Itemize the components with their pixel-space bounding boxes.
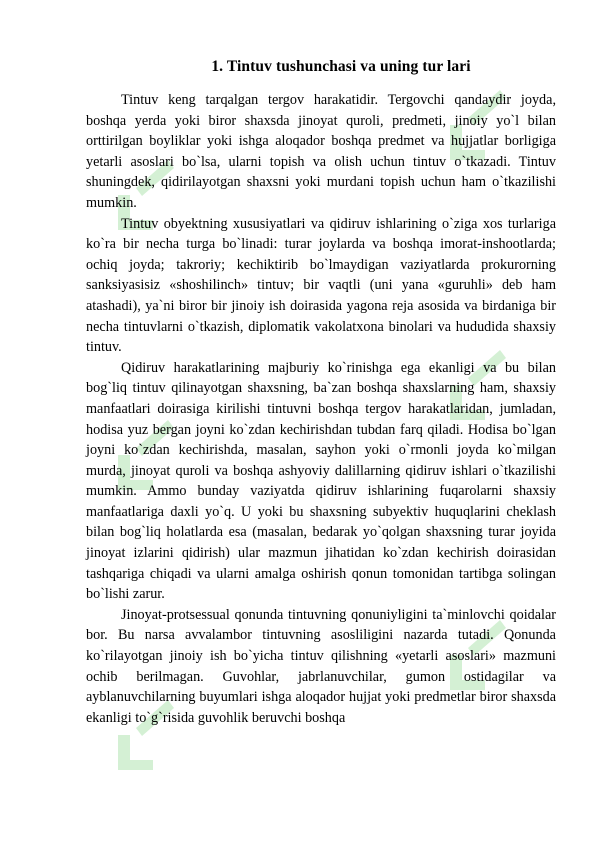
paragraph: Jinoyat-protsessual qonunda tintuvning qonuniyligini ta`minlovchi qoidalar bor. Bu narsa avvalambor tintuvning asosliligini nazarda tutadi. Qonunda ko`rilayotgan jinoiy ish bo`yicha tintuv qilishning «yetarli asoslari» mazmuni ochib berilmagan. Guvohlar, jabrlanuvchilar, gumon ostidagilar va ayblanuvchilarning buyumlari ishga aloqador hujjat yoki predmetlar biror shaxsda ekanligi to`g`risida guvohlik beruvchi boshqa <box>86 606 556 726</box>
paragraph: Tintuv obyektning xususiyatlari va qidiruv ishlarining o`ziga xos turlariga ko`ra bir necha turga bo`linadi: turar joylarda va boshqa imorat-inshootlarda; ochiq joyda; takroriy; kechiktirib bo`lmaydigan vaziyatlarda prokurorning sanksiyasisiz «shoshilinch» tintuv; bir vaqtli (uni yana «guruhli» deb ham atashadi), ya`ni biror bir jinoiy ish doirasida yagona reja asosida va birdaniga bir necha tintuvlarni o`tkazish, diplomatik vakolatxona binolari va hududida shaxsiy tintuv. <box>86 215 556 356</box>
section-heading: 1. Tintuv tushunchasi va uning tur lari <box>211 58 471 75</box>
document-body <box>86 58 556 728</box>
paragraph: Tintuv keng tarqalgan tergov harakatidir. Tergovchi qandaydir joyda, boshqa yerda yoki biror shaxsda jinoyat quroli, predmeti, jinoiy yo`l bilan orttirilgan boyliklar yoki ishga aloqador boshqa predmet va hujjatlar borligiga yetarli asoslari bo`lsa, ularni topish va olish uchun tintuv o`tkazadi. Tintuv shuningdek, qidirilayotgan shaxsni yoki murdani topish uchun ham o`tkazilishi mumkin. <box>86 92 556 211</box>
paragraph: Qidiruv harakatlarining majburiy ko`rinishga ega ekanligi va bu bilan bog`liq tintuv qilinayotgan shaxsning, ba`zan boshqa shaxslarning ham, shaxsiy manfaatlari doirasiga kirilishi tintuvni boshqa tergov harakatlaridan, jumladan, hodisa yuz bergan joyni ko`zdan kechirishdan tubdan farq qiladi. Hodisa bo`lgan joyni ko`zdan kechirishda, masalan, sayhon yoki o`rmonli joyda ko`milgan murda, jinoyat quroli va boshqa ashyoviy dalillarning qidiruv ishlari o`tkazilishi mumkin. Ammo bunday vaziyatda qidiruv ishlarining fuqarolarni shaxsiy manfaatlariga daxli yo`q. U yoki bu shaxsning subyektiv huquqlarini cheklash bilan bog`liq holatlarda esa (masalan, bedarak yo`qolgan shaxsning turar joyida jinoyat izlarini qidirish) ular mazmun jihatidan ko`zdan kechirish doirasidan tashqariga chiqadi va ularni amalga oshirish qonun tomonidan tartibga solingan bo`lishi zarur. <box>86 359 556 603</box>
